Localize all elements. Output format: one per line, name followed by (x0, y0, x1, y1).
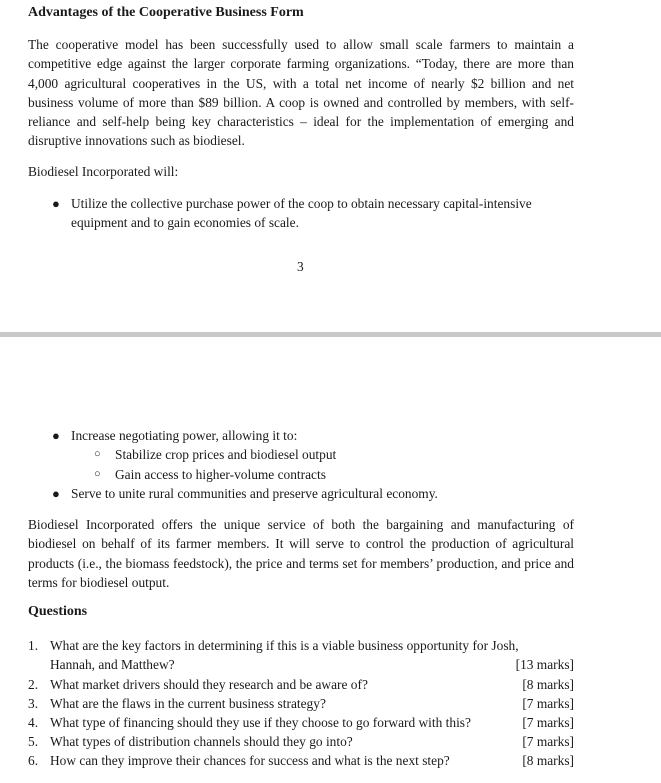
section-heading: Advantages of the Cooperative Business Form (28, 5, 304, 20)
circle-bullet-icon: ○ (94, 448, 101, 460)
bullet-icon: ● (52, 428, 60, 443)
question-marks: [8 marks] (522, 677, 574, 692)
bullet-icon: ● (52, 486, 60, 501)
list-item-text: Utilize the collective purchase power of the coop to obtain necessary capital-intensive equipment and to gain economies of scale. (71, 196, 532, 231)
will-label: Biodiesel Incorporated will: (28, 164, 179, 179)
question-number: 2. (28, 677, 39, 692)
question-text: How can they improve their chances for success and what is the next step? (50, 753, 450, 768)
page-3 (0, 0, 661, 332)
question-number: 3. (28, 696, 39, 711)
list-item-text: Increase negotiating power, allowing it to: (71, 428, 298, 443)
question-marks: [7 marks] (522, 734, 574, 749)
bullet-icon: ● (52, 196, 60, 211)
question-marks: [8 marks] (522, 753, 574, 768)
sub-list-item-text: Gain access to higher-volume contracts (115, 467, 326, 482)
question-marks: [13 marks] (515, 657, 574, 672)
question-marks: [7 marks] (522, 696, 574, 711)
question-text: What market drivers should they research and be aware of? (50, 677, 368, 692)
question-text: What type of financing should they use if they choose to go forward with this? (50, 715, 471, 730)
question-marks: [7 marks] (522, 715, 574, 730)
page-4 (0, 337, 661, 783)
questions-heading: Questions (28, 604, 88, 619)
question-number: 5. (28, 734, 39, 749)
question-number: 4. (28, 715, 39, 730)
question-number: 6. (28, 753, 39, 768)
question-number: 1. (28, 638, 39, 653)
question-item (28, 636, 574, 675)
list-item-text: Serve to unite rural communities and preserve agricultural economy. (71, 486, 438, 501)
page-number: 3 (297, 259, 304, 274)
intro-paragraph: The cooperative model has been successfully used to allow small scale farmers to maintain a competitive edge against the larger corporate farming organizations. “Today, there are more than 4,000 agricultural cooperatives in the US, with a total net income of nearly $2 billion and net business volume of more than $89 billion. A coop is owned and controlled by members, with self-reliance and self-help being key characteristics – ideal for the implementation of emerging and disruptive innovations such as biodiesel. (28, 37, 574, 149)
offer-paragraph: Biodiesel Incorporated offers the unique service of both the bargaining and manufacturing of biodiesel on behalf of its farmer members. It will serve to control the production of agricultural products (i.e., the biomass feedstock), the price and terms set for members’ production, and price and terms for biodiesel output. (28, 517, 574, 590)
question-text-line2: Hannah, and Matthew? (50, 657, 175, 672)
question-text-line1: What are the key factors in determining if this is a viable business opportunity for Josh, (50, 638, 519, 653)
question-text: What are the flaws in the current business strategy? (50, 696, 326, 711)
sub-list-item-text: Stabilize crop prices and biodiesel output (115, 447, 337, 462)
question-text: What types of distribution channels should they go into? (50, 734, 353, 749)
circle-bullet-icon: ○ (94, 468, 101, 480)
